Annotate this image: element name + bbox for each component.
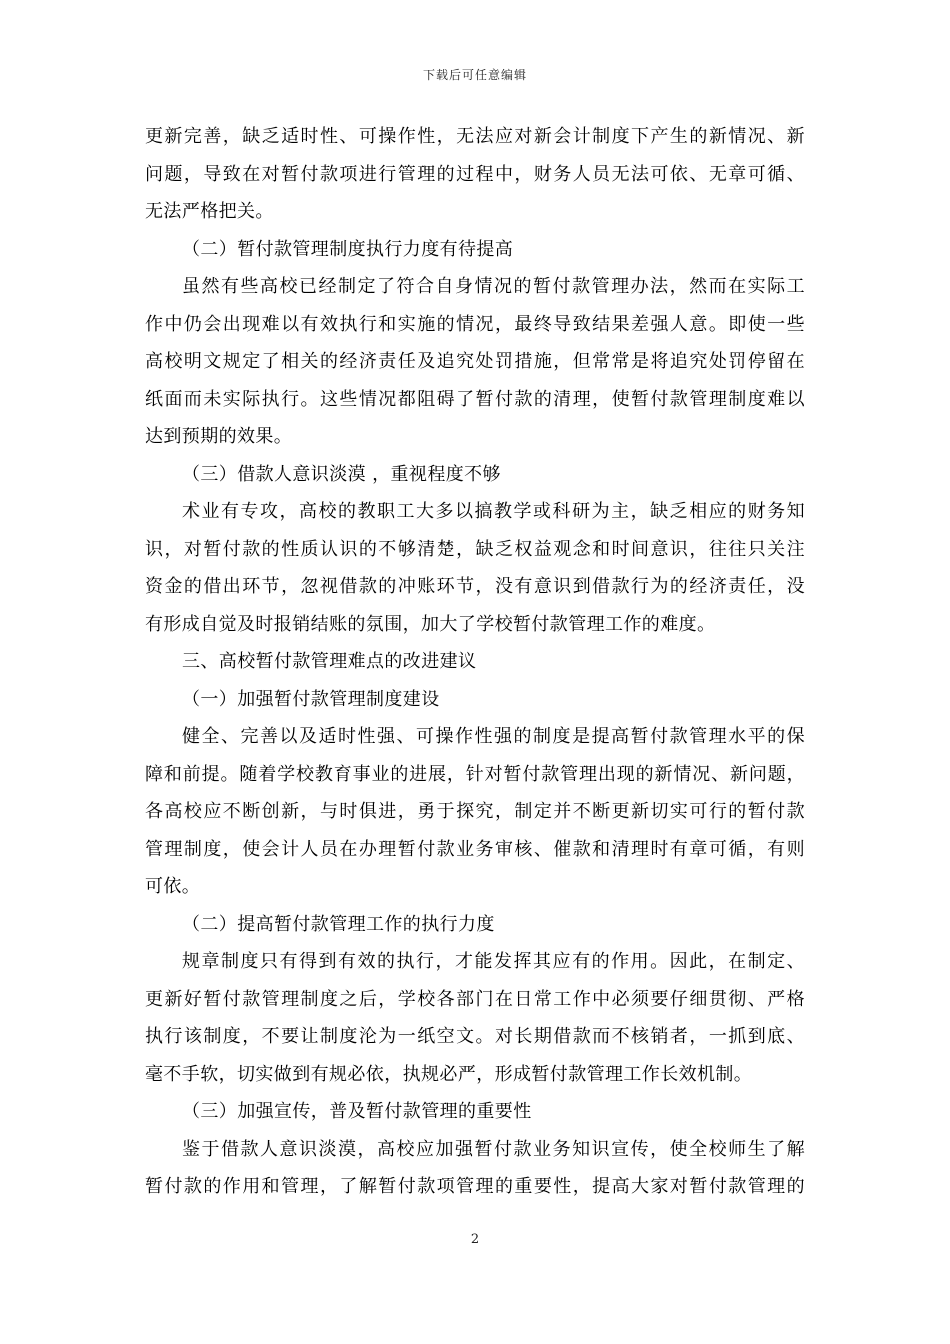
section-heading: （一）加强暂付款管理制度建设 — [182, 688, 440, 710]
section-heading: （二）提高暂付款管理工作的执行力度 — [182, 913, 495, 935]
section-heading: （三）借款人意识淡漠 ，重视程度不够 — [182, 463, 501, 485]
text-line: 障和前提。随着学校教育事业的进展，针对暂付款管理出现的新情况、新问题， — [145, 763, 805, 785]
text-line: 管理制度，使会计人员在办理暂付款业务审核、催款和清理时有章可循，有则 — [145, 838, 805, 860]
text-line: 术业有专攻，高校的教职工大多以搞教学或科研为主，缺乏相应的财务知 — [182, 501, 805, 522]
text-line: 高校明文规定了相关的经济责任及追究处罚措施，但常常是将追究处罚停留在 — [145, 351, 805, 372]
section-heading: （二）暂付款管理制度执行力度有待提高 — [182, 238, 514, 260]
text-line: 更新好暂付款管理制度之后，学校各部门在日常工作中必须要仔细贯彻、严格 — [145, 988, 805, 1010]
text-line: 无法严格把关。 — [145, 201, 274, 222]
text-line: 更新完善，缺乏适时性、可操作性，无法应对新会计制度下产生的新情况、新 — [145, 126, 805, 147]
text-line: 毫不手软，切实做到有规必依，执规必严，形成暂付款管理工作长效机制。 — [145, 1063, 753, 1085]
text-line: 虽然有些高校已经制定了符合自身情况的暂付款管理办法，然而在实际工 — [182, 276, 805, 297]
text-line: 各高校应不断创新，与时俱进，勇于探究，制定并不断更新切实可行的暂付款 — [145, 801, 805, 822]
text-line: 鉴于借款人意识淡漠，高校应加强暂付款业务知识宣传，使全校师生了解 — [182, 1138, 805, 1160]
document-body — [145, 118, 805, 1206]
page-number: 2 — [470, 1232, 480, 1247]
text-line: 达到预期的效果。 — [145, 426, 293, 447]
text-line: 执行该制度，不要让制度沦为一纸空文。对长期借款而不核销者，一抓到底、 — [145, 1026, 805, 1047]
text-line: 暂付款的作用和管理，了解暂付款项管理的重要性，提高大家对暂付款管理的 — [145, 1176, 805, 1197]
text-line: 作中仍会出现难以有效执行和实施的情况，最终导致结果差强人意。即使一些 — [145, 313, 805, 335]
text-line: 问题，导致在对暂付款项进行管理的过程中，财务人员无法可依、无章可循、 — [145, 163, 805, 185]
text-line: 可依。 — [145, 876, 201, 897]
text-line: 健全、完善以及适时性强、可操作性强的制度是提高暂付款管理水平的保 — [182, 726, 805, 747]
text-line: 识，对暂付款的性质认识的不够清楚，缺乏权益观念和时间意识，往往只关注 — [145, 538, 805, 560]
page-header: 下载后可任意编辑 — [422, 68, 527, 82]
text-line: 规章制度只有得到有效的执行，才能发挥其应有的作用。因此，在制定、 — [182, 951, 805, 972]
section-heading: （三）加强宣传，普及暂付款管理的重要性 — [182, 1101, 532, 1122]
text-line: 纸面而未实际执行。这些情况都阻碍了暂付款的清理，使暂付款管理制度难以 — [145, 388, 805, 410]
section-heading: 三、高校暂付款管理难点的改进建议 — [182, 651, 477, 672]
text-line: 资金的借出环节，忽视借款的冲账环节，没有意识到借款行为的经济责任，没 — [145, 576, 805, 597]
text-line: 有形成自觉及时报销结账的氛围，加大了学校暂付款管理工作的难度。 — [145, 613, 716, 635]
